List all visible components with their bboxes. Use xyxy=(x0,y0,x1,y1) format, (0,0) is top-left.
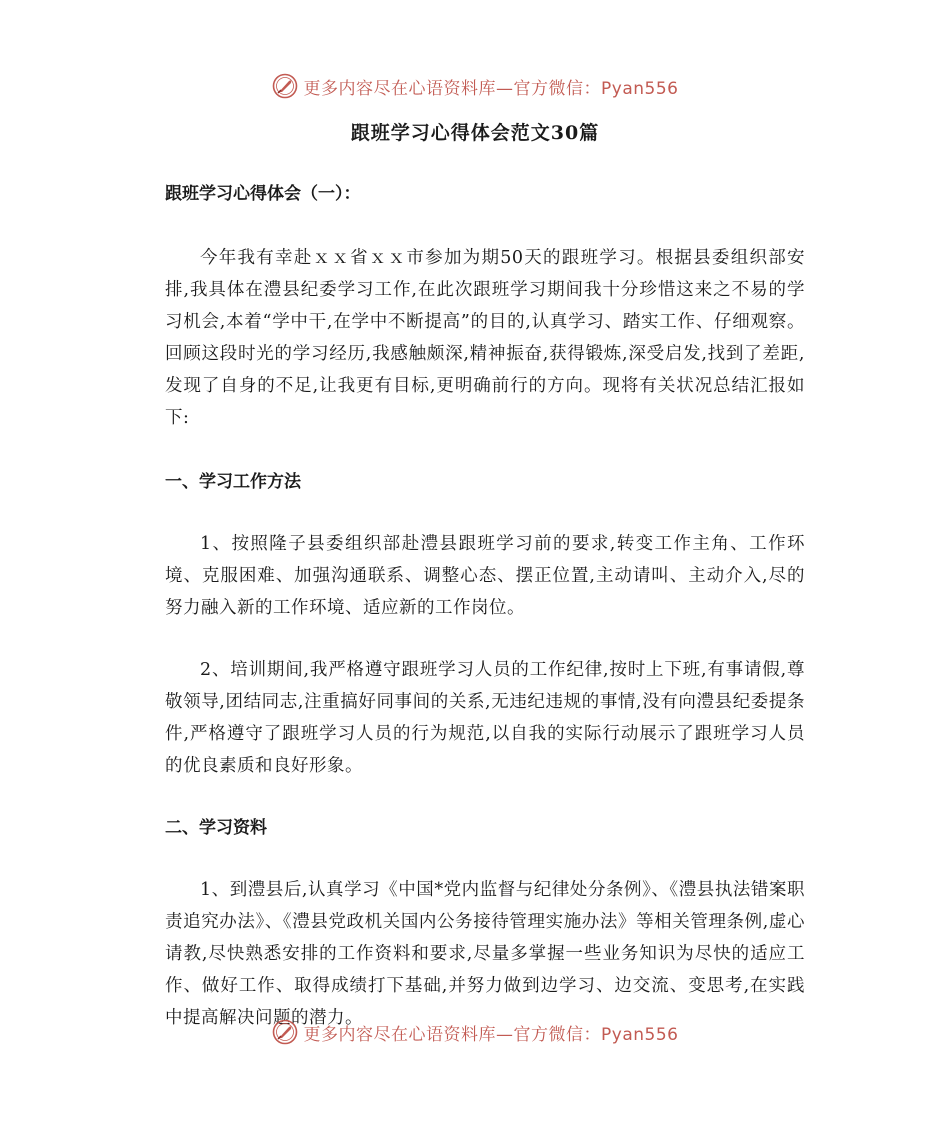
banner-text: 更多内容尽在心语资料库—官方微信：Pyan556 xyxy=(303,78,679,99)
method-paragraph-2: 2、培训期间,我严格遵守跟班学习人员的工作纪律,按时上下班,有事请假,尊敬领导,团结同志,注重搞好同事间的关系,无违纪违规的事情,没有向澧县纪委提条件,严格遵守了跟班学习人员的行为规范,以自我的实际行动展示了跟班学习人员的优良素质和良好形象。 xyxy=(165,660,805,776)
quill-seal-icon xyxy=(272,73,298,99)
method-paragraph-1: 1、按照隆子县委组织部赴澧县跟班学习前的要求,转变工作主角、工作环境、克服困难、加强沟通联系、调整心态、摆正位置,主动请叫、主动介入,尽的努力融入新的工作环境、适应新的工作岗位。 xyxy=(165,534,805,618)
heading-work-method: 一、学习工作方法 xyxy=(165,472,301,492)
intro-paragraph: 今年我有幸赴ｘｘ省ｘｘ市参加为期50天的跟班学习。根据县委组织部安排,我具体在澧县纪委学习工作,在此次跟班学习期间我十分珍惜这来之不易的学习机会,本着“学中干,在学中不断提高”的目的,认真学习、踏实工作、仔细观察。回顾这段时光的学习经历,我感触颇深,精神振奋,获得锻炼,深受启发,找到了差距,发现了自身的不足,让我更有目标,更明确前行的方向。现将有关状况总结汇报如下: xyxy=(165,248,805,428)
document-body xyxy=(165,178,805,1034)
header-watermark-banner xyxy=(0,68,950,104)
heading-study-materials: 二、学习资料 xyxy=(165,818,267,838)
footer-watermark-banner xyxy=(0,1014,950,1050)
document-title: 跟班学习心得体会范文30篇 xyxy=(350,122,600,144)
section-heading-one: 跟班学习心得体会（一）： xyxy=(165,184,361,204)
materials-paragraph-1: 1、到澧县后,认真学习《中国*党内监督与纪律处分条例》、《澧县执法错案职责追究办法》、《澧县党政机关国内公务接待管理实施办法》等相关管理条例,虚心请教,尽快熟悉安排的工作资料和要求,尽量多掌握一些业务知识为尽快的适应工作、做好工作、取得成绩打下基础,并努力做到边学习、边交流、变思考,在实践中提高解决问题的潜力。 xyxy=(165,880,805,1028)
banner-text: 更多内容尽在心语资料库—官方微信：Pyan556 xyxy=(303,1024,679,1045)
quill-seal-icon xyxy=(272,1019,298,1045)
